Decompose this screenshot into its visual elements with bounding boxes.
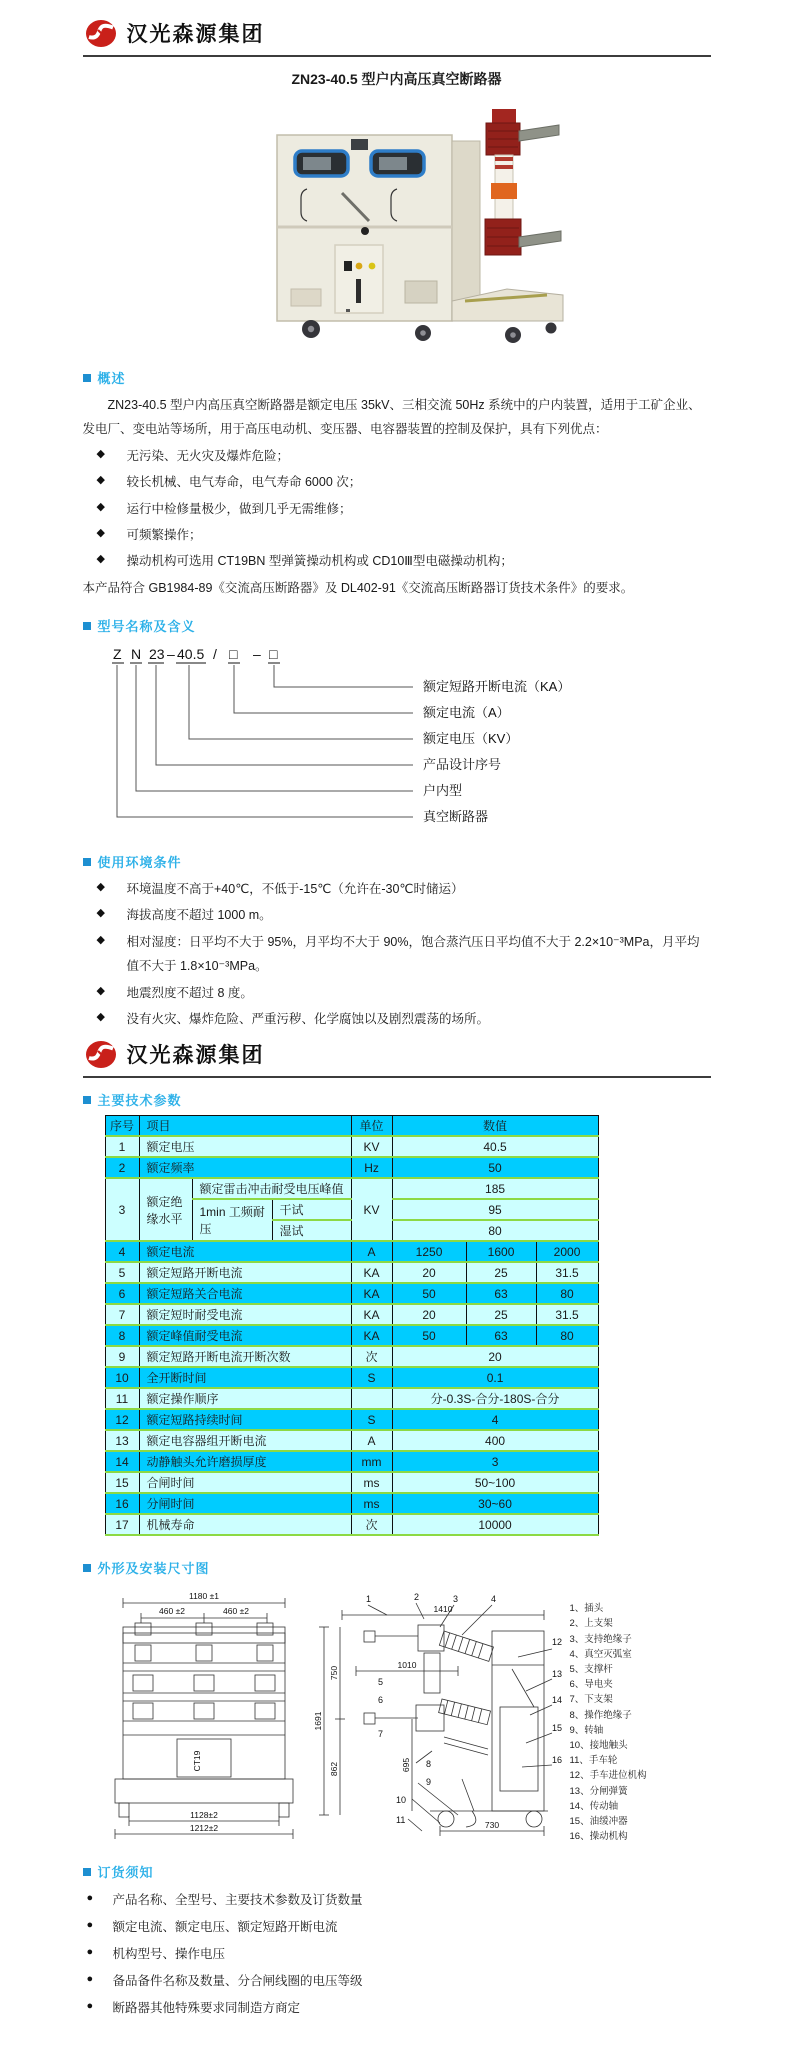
param-no: 2 — [105, 1157, 139, 1178]
dimension-label: 460 ±2 — [222, 1606, 249, 1617]
product-photo — [83, 95, 711, 352]
section-model — [83, 616, 711, 836]
param-unit: A — [351, 1241, 392, 1262]
param-value: 50 — [392, 1157, 598, 1178]
param-item: 额定短路开断电流 — [139, 1262, 351, 1283]
param-unit: Hz — [351, 1157, 392, 1178]
front-view-drawing — [101, 1587, 306, 1839]
section-heading: 概述 — [97, 371, 126, 386]
param-item: 额定操作顺序 — [139, 1388, 351, 1409]
section-bullet-icon — [83, 1868, 91, 1876]
model-code-part: – — [166, 646, 175, 662]
brand-header — [83, 14, 711, 57]
side-view-drawing — [312, 1587, 564, 1839]
model-code-part: 40.5 — [176, 646, 204, 662]
param-no: 9 — [105, 1346, 139, 1367]
bullet-item: ◆ 操动机构可选用 CT19BN 型弹簧操动机构或 CD10Ⅲ型电磁操动机构； — [83, 549, 711, 573]
overview-bullets — [83, 444, 711, 574]
param-item: 额定电流 — [139, 1241, 351, 1262]
bullet-item: ● 额定电流、额定电压、额定短路开断电流 — [83, 1914, 711, 1941]
section-heading: 订货须知 — [97, 1865, 154, 1881]
environment-bullets — [83, 877, 711, 1031]
model-code-part: Z — [112, 646, 122, 662]
param-unit: KA — [351, 1283, 392, 1304]
model-diagram — [83, 641, 703, 831]
callout-number: 14 — [551, 1695, 562, 1706]
param-unit: ms — [351, 1493, 392, 1514]
col-unit: 单位 — [351, 1116, 392, 1137]
dimension-label: 1212±2 — [189, 1823, 218, 1834]
model-label: 额定电压（KV） — [422, 731, 518, 746]
param-value: 80 — [536, 1283, 598, 1304]
parts-item: 1、插头 — [569, 1603, 604, 1615]
callout-number: 13 — [551, 1669, 562, 1680]
parts-list — [570, 1587, 647, 1844]
brand-name: 汉光森源集团 — [126, 23, 265, 46]
model-label: 额定电流（A） — [422, 705, 510, 720]
param-value: 4 — [392, 1409, 598, 1430]
dimension-label: 750 — [328, 1666, 339, 1681]
parts-item: 11、手车轮 — [569, 1755, 618, 1767]
param-no: 1 — [105, 1136, 139, 1157]
model-label: 产品设计序号 — [422, 757, 501, 772]
dimension-label: 862 — [328, 1762, 339, 1777]
section-heading: 主要技术参数 — [97, 1093, 182, 1109]
callout-number: 10 — [395, 1795, 406, 1806]
bullet-item: ● 机构型号、操作电压 — [83, 1941, 711, 1968]
param-no: 11 — [105, 1388, 139, 1409]
param-unit: KA — [351, 1325, 392, 1346]
model-code-part: / — [212, 646, 217, 662]
parts-item: 4、真空灭弧室 — [569, 1648, 632, 1660]
param-item: 合闸时间 — [139, 1472, 351, 1493]
param-unit: KA — [351, 1304, 392, 1325]
param-sub-group: 1min 工频耐压 — [192, 1199, 272, 1241]
callout-number: 6 — [377, 1695, 383, 1706]
callout-number: 16 — [551, 1755, 562, 1766]
callout-number: 7 — [377, 1729, 383, 1740]
dimension-label: 695 — [400, 1758, 411, 1773]
param-value: 95 — [392, 1199, 598, 1220]
bullet-item: ◆ 没有火灾、爆炸危险、严重污秽、化学腐蚀以及剧烈震荡的场所。 — [83, 1007, 711, 1031]
param-no: 3 — [105, 1178, 139, 1241]
param-item: 机械寿命 — [139, 1514, 351, 1535]
param-value: 20 — [392, 1262, 466, 1283]
dimension-label: 1410 — [433, 1604, 452, 1615]
bullet-item: ◆ 相对湿度：日平均不大于 95%，月平均不大于 90%，饱合蒸汽压日平均值不大于 2.2×10⁻³MPa，月平均值不大于 1.8×10⁻³MPa。 — [83, 930, 711, 979]
parts-item: 7、下支架 — [569, 1694, 613, 1706]
bullet-item: ◆ 环境温度不高于+40℃，不低于-15℃（允许在-30℃时储运） — [83, 877, 711, 901]
param-item: 额定绝缘水平 — [139, 1178, 192, 1241]
brand-logo-icon — [85, 19, 117, 48]
brand-logo-icon — [85, 1040, 117, 1069]
section-bullet-icon — [83, 1564, 91, 1572]
overview-intro: ZN23-40.5 型户内高压真空断路器是额定电压 35kV、三相交流 50Hz 系统中的户内装置，适用于工矿企业、发电厂、变电站等场所，用于高压电动机、变压器、电容器装置的控制及保护，具有下列优点： — [82, 398, 701, 437]
param-value: 185 — [392, 1178, 598, 1199]
parts-item: 8、操作绝缘子 — [569, 1709, 632, 1721]
model-label: 真空断路器 — [422, 809, 488, 824]
parts-item: 5、支撑杆 — [569, 1664, 613, 1675]
dimension-label: 1010 — [397, 1660, 416, 1671]
bullet-item: ● 断路器其他特殊要求同制造方商定 — [83, 1995, 711, 2022]
section-environment — [83, 852, 711, 1031]
model-label: 户内型 — [422, 783, 462, 798]
bullet-item: ◆ 运行中检修量极少，做到几乎无需维修； — [83, 497, 711, 521]
param-no: 8 — [105, 1325, 139, 1346]
param-value: 50 — [392, 1283, 466, 1304]
param-value: 分-0.3S-合分-180S-合分 — [392, 1388, 598, 1409]
parts-item: 13、分闸弹簧 — [569, 1785, 628, 1797]
param-item: 额定短时耐受电流 — [139, 1304, 351, 1325]
parts-item: 3、支持绝缘子 — [569, 1633, 632, 1645]
ordering-bullets — [83, 1887, 711, 2021]
bullet-item: ◆ 无污染、无火灾及爆炸危险； — [83, 444, 711, 468]
param-no: 12 — [105, 1409, 139, 1430]
dimension-label: 1180 ±1 — [188, 1591, 219, 1602]
section-heading-row — [83, 368, 711, 387]
model-label: 额定短路开断电流（KA） — [422, 679, 570, 694]
param-unit: KV — [351, 1178, 392, 1241]
brand-name: 汉光森源集团 — [126, 1044, 265, 1068]
param-value: 50 — [392, 1325, 466, 1346]
model-code-part: – — [252, 646, 261, 662]
param-item: 全开断时间 — [139, 1367, 351, 1388]
param-value: 400 — [392, 1430, 598, 1451]
section-ordering — [83, 1862, 711, 2021]
param-value: 1600 — [466, 1241, 536, 1262]
col-item: 项目 — [139, 1116, 351, 1137]
parameters-table — [105, 1115, 599, 1536]
section-bullet-icon — [83, 374, 91, 382]
col-no: 序号 — [105, 1116, 139, 1137]
param-unit: ms — [351, 1472, 392, 1493]
param-sub-label: 额定雷击冲击耐受电压峰值 — [192, 1178, 351, 1199]
param-value: 20 — [392, 1304, 466, 1325]
section-heading: 使用环境条件 — [97, 855, 182, 870]
callout-number: 1 — [365, 1594, 371, 1605]
param-no: 16 — [105, 1493, 139, 1514]
param-value: 25 — [466, 1304, 536, 1325]
section-heading: 外形及安装尺寸图 — [97, 1561, 210, 1577]
param-unit: KA — [351, 1262, 392, 1283]
param-no: 17 — [105, 1514, 139, 1535]
param-no: 14 — [105, 1451, 139, 1472]
parts-item: 2、上支架 — [569, 1618, 613, 1630]
param-value: 63 — [466, 1325, 536, 1346]
param-value: 80 — [392, 1220, 598, 1241]
section-heading: 型号名称及含义 — [97, 619, 196, 634]
param-value: 31.5 — [536, 1304, 598, 1325]
bullet-item: ● 备品备件名称及数量、分合闸线圈的电压等级 — [83, 1968, 711, 1995]
param-unit: 次 — [351, 1346, 392, 1367]
param-item: 额定短路持续时间 — [139, 1409, 351, 1430]
callout-number: 11 — [395, 1815, 405, 1826]
param-no: 10 — [105, 1367, 139, 1388]
callout-number: 9 — [425, 1777, 431, 1788]
param-unit: S — [351, 1367, 392, 1388]
page-title: ZN23-40.5 型户内高压真空断路器 — [291, 71, 502, 87]
model-code-part: N — [130, 646, 141, 662]
callout-number: 4 — [490, 1594, 496, 1605]
overview-footer: 本产品符合 GB1984-89《交流高压断路器》及 DL402-91《交流高压断路器订货技术条件》的要求。 — [82, 580, 634, 595]
param-value: 40.5 — [392, 1136, 598, 1157]
bullet-item: ◆ 海拔高度不超过 1000 m。 — [83, 903, 711, 927]
section-overview — [83, 368, 711, 600]
param-value: 25 — [466, 1262, 536, 1283]
parts-item: 15、油缓冲器 — [569, 1815, 628, 1827]
bullet-item: ◆ 可频繁操作； — [83, 523, 711, 547]
param-value: 2000 — [536, 1241, 598, 1262]
parts-item: 12、手车进位机构 — [569, 1770, 647, 1782]
param-value: 0.1 — [392, 1367, 598, 1388]
model-code-part: 23 — [148, 646, 165, 662]
section-drawings — [83, 1558, 711, 1844]
section-bullet-icon — [83, 1096, 91, 1104]
param-unit — [351, 1388, 392, 1409]
param-sub-label: 湿试 — [272, 1220, 351, 1241]
param-value: 3 — [392, 1451, 598, 1472]
dimension-label: CT19 — [191, 1750, 202, 1772]
param-no: 6 — [105, 1283, 139, 1304]
param-no: 15 — [105, 1472, 139, 1493]
param-no: 7 — [105, 1304, 139, 1325]
param-sub-label: 干试 — [272, 1199, 351, 1220]
section-parameters — [83, 1090, 711, 1536]
param-item: 分闸时间 — [139, 1493, 351, 1514]
param-item: 额定电容器组开断电流 — [139, 1430, 351, 1451]
param-value: 1250 — [392, 1241, 466, 1262]
bullet-item: ● 产品名称、全型号、主要技术参数及订货数量 — [83, 1887, 711, 1914]
param-value: 10000 — [392, 1514, 598, 1535]
callout-number: 12 — [551, 1637, 562, 1648]
param-value: 20 — [392, 1346, 598, 1367]
dimension-label: 1691 — [312, 1711, 323, 1731]
callout-number: 3 — [452, 1594, 458, 1605]
brand-header — [83, 1035, 711, 1078]
param-item: 额定短路开断电流开断次数 — [139, 1346, 351, 1367]
param-no: 13 — [105, 1430, 139, 1451]
callout-number: 8 — [425, 1759, 431, 1770]
param-value: 63 — [466, 1283, 536, 1304]
param-no: 4 — [105, 1241, 139, 1262]
param-value: 30~60 — [392, 1493, 598, 1514]
callout-number: 5 — [377, 1677, 383, 1688]
param-value: 31.5 — [536, 1262, 598, 1283]
col-value: 数值 — [392, 1116, 598, 1137]
parts-item: 16、操动机构 — [569, 1831, 628, 1843]
param-unit: S — [351, 1409, 392, 1430]
param-no: 5 — [105, 1262, 139, 1283]
param-unit: A — [351, 1430, 392, 1451]
param-unit: 次 — [351, 1514, 392, 1535]
parts-item: 10、接地触头 — [569, 1739, 628, 1751]
param-value: 50~100 — [392, 1472, 598, 1493]
parts-item: 9、转轴 — [569, 1724, 604, 1736]
param-unit: mm — [351, 1451, 392, 1472]
bullet-item: ◆ 地震烈度不超过 8 度。 — [83, 981, 711, 1005]
parts-item: 6、导电夹 — [569, 1679, 613, 1691]
product-photo-illustration — [207, 95, 587, 347]
model-code-part: □ — [228, 646, 237, 662]
param-item: 额定短路关合电流 — [139, 1283, 351, 1304]
callout-number: 15 — [551, 1723, 562, 1734]
section-bullet-icon — [83, 622, 91, 630]
param-unit: KV — [351, 1136, 392, 1157]
dimension-label: 1128±2 — [189, 1810, 218, 1821]
param-item: 额定峰值耐受电流 — [139, 1325, 351, 1346]
section-bullet-icon — [83, 858, 91, 866]
dimension-label: 460 ±2 — [158, 1606, 185, 1617]
dimension-label: 730 — [484, 1820, 499, 1831]
param-item: 额定电压 — [139, 1136, 351, 1157]
param-item: 额定频率 — [139, 1157, 351, 1178]
callout-number: 2 — [413, 1592, 419, 1603]
param-item: 动静触头允许磨损厚度 — [139, 1451, 351, 1472]
model-code-part: □ — [268, 646, 277, 662]
param-value: 80 — [536, 1325, 598, 1346]
bullet-item: ◆ 较长机械、电气寿命，电气寿命 6000 次； — [83, 470, 711, 494]
parts-item: 14、传动轴 — [569, 1800, 619, 1812]
